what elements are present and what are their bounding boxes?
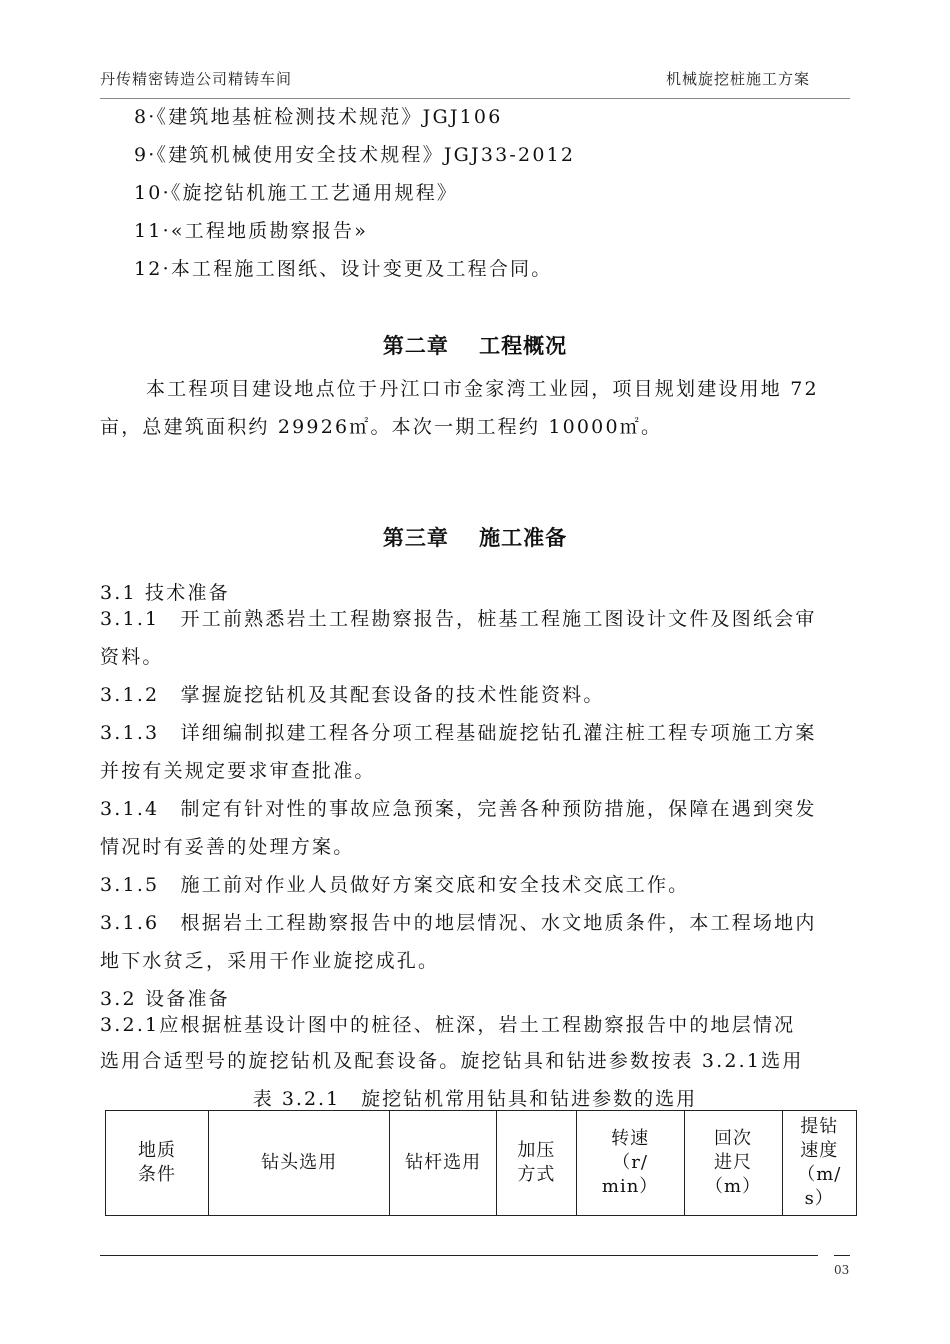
para-3-1-6-line-2: 地下水贫乏，采用干作业旋挖成孔。	[100, 950, 440, 972]
chapter-2-title: 第二章 工程概况	[382, 333, 568, 358]
table-caption: 表 3.2.1 旋挖钻机常用钻具和钻进参数的选用	[252, 1088, 698, 1110]
para-3-2-1-line-2: 选用合适型号的旋挖钻机及配套设备。旋挖钻具和钻进参数按表 3.2.1选用	[100, 1050, 804, 1072]
section-3-2-heading: 3.2 设备准备	[100, 988, 230, 1010]
col-pressure-mode: 加压 方式	[497, 1111, 577, 1216]
para-3-1-3-line-2: 并按有关规定要求审查批准。	[100, 760, 376, 782]
para-3-1-6-line-1: 3.1.6 根据岩土工程勘察报告中的地层情况、水文地质条件，本工程场地内	[100, 912, 817, 934]
para-3-1-4-line-1: 3.1.4 制定有针对性的事故应急预案，完善各种预防措施，保障在遇到突发	[100, 798, 817, 820]
footer-rule	[100, 1255, 818, 1256]
chapter-3-title: 第三章 施工准备	[382, 525, 568, 550]
para-3-1-3-line-1: 3.1.3 详细编制拟建工程各分项工程基础旋挖钻孔灌注桩工程专项施工方案	[100, 722, 817, 744]
reference-item-8: 8·《建筑地基桩检测技术规范》JGJ106	[134, 106, 503, 128]
para-3-2-1-line-1: 3.2.1应根据桩基设计图中的桩径、桩深，岩土工程勘察报告中的地层情况	[100, 1014, 796, 1036]
col-footage-per-run: 回次 进尺 （m）	[684, 1111, 782, 1216]
footer-page-dash	[834, 1255, 850, 1256]
page-number: 03	[834, 1263, 850, 1277]
para-3-1-5: 3.1.5 施工前对作业人员做好方案交底和安全技术交底工作。	[100, 874, 690, 896]
para-3-1-1-line-2: 资料。	[100, 646, 164, 668]
header-company: 丹传精密铸造公司精铸车间	[100, 70, 293, 88]
para-3-1-4-line-2: 情况时有妥善的处理方案。	[100, 836, 355, 858]
col-lifting-speed: 提钻 速度 （m/ s）	[782, 1111, 856, 1216]
col-drill-rod: 钻杆选用	[390, 1111, 497, 1216]
header-rule	[100, 98, 850, 99]
col-drill-bit: 钻头选用	[209, 1111, 390, 1216]
reference-item-12: 12·本工程施工图纸、设计变更及工程合同。	[134, 258, 553, 280]
drilling-parameters-table	[105, 1110, 857, 1216]
table-header-row	[106, 1111, 857, 1216]
reference-item-11: 11·«工程地质勘察报告»	[134, 220, 369, 242]
para-3-1-2: 3.1.2 掌握旋挖钻机及其配套设备的技术性能资料。	[100, 684, 605, 706]
para-3-1-1-line-1: 3.1.1 开工前熟悉岩土工程勘察报告，桩基工程施工图设计文件及图纸会审	[100, 608, 817, 630]
col-geology-condition: 地质 条件	[106, 1111, 209, 1216]
reference-item-9: 9·《建筑机械使用安全技术规程》JGJ33-2012	[134, 144, 576, 166]
chapter-2-para-line-1: 本工程项目建设地点位于丹江口市金家湾工业园，项目规划建设用地 72	[146, 378, 819, 400]
col-rotation-speed: 转速 （r/ min）	[576, 1111, 684, 1216]
header-doc-title: 机械旋挖桩施工方案	[665, 70, 810, 88]
reference-item-10: 10·《旋挖钻机施工工艺通用规程》	[134, 182, 459, 204]
section-3-1-heading: 3.1 技术准备	[100, 582, 230, 604]
chapter-2-para-line-2: 亩，总建筑面积约 29926㎡。本次一期工程约 10000㎡。	[100, 416, 663, 438]
